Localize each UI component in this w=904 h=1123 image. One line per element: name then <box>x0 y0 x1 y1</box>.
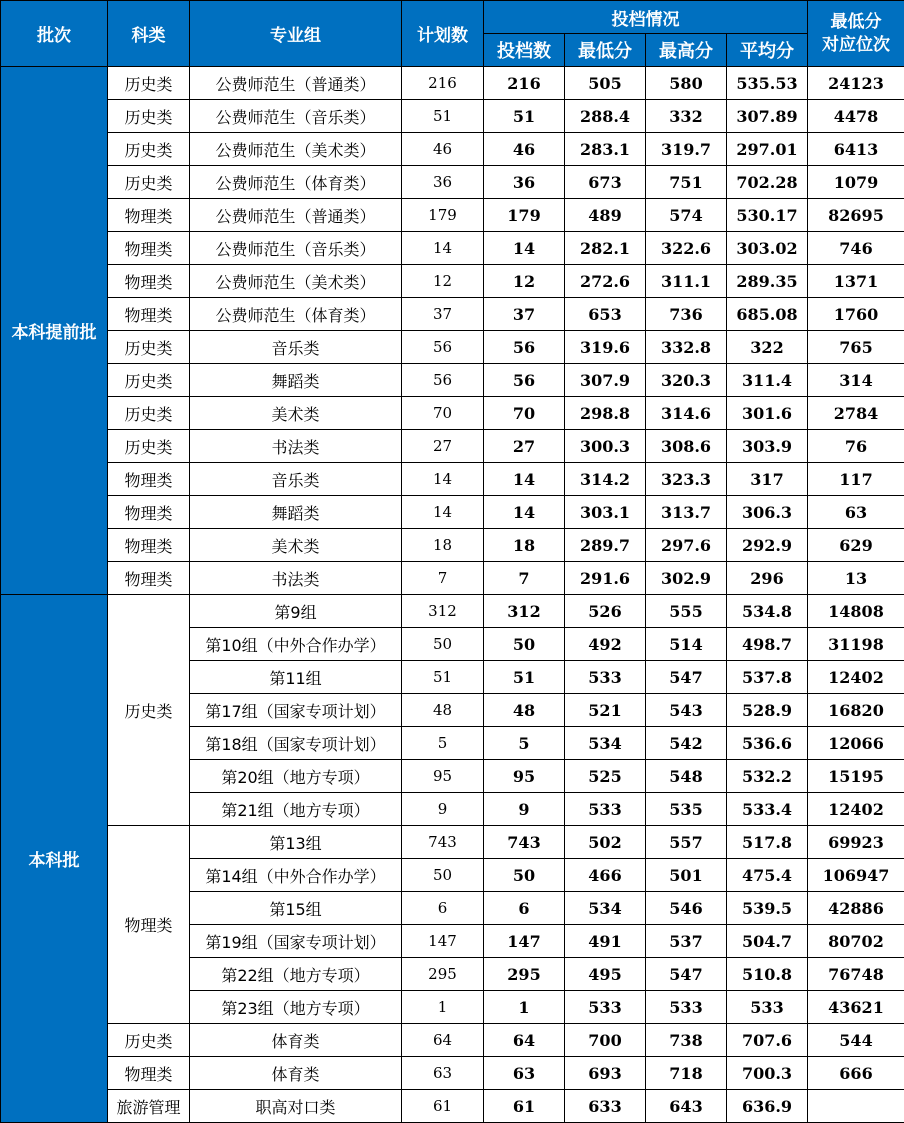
max-cell: 535 <box>646 793 727 826</box>
count-cell: 7 <box>484 562 565 595</box>
avg-cell: 303.02 <box>727 232 808 265</box>
avg-cell: 498.7 <box>727 628 808 661</box>
category-cell: 物理类 <box>108 199 190 232</box>
max-cell: 322.6 <box>646 232 727 265</box>
rank-cell: 76 <box>808 430 904 463</box>
min-cell: 291.6 <box>565 562 646 595</box>
rank-cell: 14808 <box>808 595 904 628</box>
avg-cell: 533 <box>727 991 808 1024</box>
count-cell: 37 <box>484 298 565 331</box>
avg-cell: 539.5 <box>727 892 808 925</box>
count-cell: 95 <box>484 760 565 793</box>
category-cell: 物理类 <box>108 562 190 595</box>
min-cell: 489 <box>565 199 646 232</box>
group-cell: 第13组 <box>190 826 402 859</box>
avg-cell: 537.8 <box>727 661 808 694</box>
group-cell: 第22组（地方专项） <box>190 958 402 991</box>
group-cell: 公费师范生（体育类） <box>190 166 402 199</box>
header-admission: 投档情况 <box>484 1 808 34</box>
table-row <box>1 67 904 100</box>
rank-cell <box>808 1090 904 1123</box>
max-cell: 501 <box>646 859 727 892</box>
plan-cell: 179 <box>402 199 484 232</box>
count-cell: 56 <box>484 364 565 397</box>
table-row <box>1 397 904 430</box>
category-cell: 历史类 <box>108 67 190 100</box>
count-cell: 312 <box>484 595 565 628</box>
min-cell: 633 <box>565 1090 646 1123</box>
count-cell: 51 <box>484 100 565 133</box>
plan-cell: 51 <box>402 100 484 133</box>
max-cell: 302.9 <box>646 562 727 595</box>
group-cell: 公费师范生（体育类） <box>190 298 402 331</box>
group-cell: 第17组（国家专项计划） <box>190 694 402 727</box>
rank-cell: 63 <box>808 496 904 529</box>
count-cell: 147 <box>484 925 565 958</box>
count-cell: 14 <box>484 496 565 529</box>
max-cell: 751 <box>646 166 727 199</box>
avg-cell: 322 <box>727 331 808 364</box>
min-cell: 307.9 <box>565 364 646 397</box>
min-cell: 653 <box>565 298 646 331</box>
avg-cell: 297.01 <box>727 133 808 166</box>
rank-cell: 2784 <box>808 397 904 430</box>
avg-cell: 292.9 <box>727 529 808 562</box>
table-row <box>1 298 904 331</box>
rank-cell: 13 <box>808 562 904 595</box>
table-row <box>1 1057 904 1090</box>
max-cell: 514 <box>646 628 727 661</box>
min-cell: 533 <box>565 793 646 826</box>
group-cell: 第19组（国家专项计划） <box>190 925 402 958</box>
plan-cell: 9 <box>402 793 484 826</box>
plan-cell: 743 <box>402 826 484 859</box>
min-cell: 289.7 <box>565 529 646 562</box>
category-cell: 历史类 <box>108 397 190 430</box>
max-cell: 533 <box>646 991 727 1024</box>
avg-cell: 685.08 <box>727 298 808 331</box>
table-row <box>1 1090 904 1123</box>
group-cell: 舞蹈类 <box>190 364 402 397</box>
group-cell: 美术类 <box>190 529 402 562</box>
count-cell: 46 <box>484 133 565 166</box>
category-cell: 物理类 <box>108 529 190 562</box>
plan-cell: 64 <box>402 1024 484 1057</box>
min-cell: 492 <box>565 628 646 661</box>
count-cell: 63 <box>484 1057 565 1090</box>
min-cell: 319.6 <box>565 331 646 364</box>
avg-cell: 289.35 <box>727 265 808 298</box>
avg-cell: 307.89 <box>727 100 808 133</box>
max-cell: 314.6 <box>646 397 727 430</box>
category-cell: 历史类 <box>108 595 190 826</box>
group-cell: 第23组（地方专项） <box>190 991 402 1024</box>
max-cell: 543 <box>646 694 727 727</box>
group-cell: 第20组（地方专项） <box>190 760 402 793</box>
rank-cell: 16820 <box>808 694 904 727</box>
rank-cell: 12402 <box>808 793 904 826</box>
category-cell: 历史类 <box>108 331 190 364</box>
plan-cell: 95 <box>402 760 484 793</box>
min-cell: 303.1 <box>565 496 646 529</box>
group-cell: 公费师范生（普通类） <box>190 67 402 100</box>
group-cell: 第15组 <box>190 892 402 925</box>
batch-cell: 本科批 <box>1 595 108 1123</box>
table-row <box>1 463 904 496</box>
count-cell: 295 <box>484 958 565 991</box>
count-cell: 50 <box>484 859 565 892</box>
category-cell: 物理类 <box>108 298 190 331</box>
rank-cell: 1371 <box>808 265 904 298</box>
group-cell: 第21组（地方专项） <box>190 793 402 826</box>
group-cell: 公费师范生（音乐类） <box>190 100 402 133</box>
plan-cell: 37 <box>402 298 484 331</box>
avg-cell: 536.6 <box>727 727 808 760</box>
rank-cell: 117 <box>808 463 904 496</box>
header-group: 专业组 <box>190 1 402 67</box>
max-cell: 547 <box>646 661 727 694</box>
rank-cell: 765 <box>808 331 904 364</box>
rank-cell: 544 <box>808 1024 904 1057</box>
rank-cell: 69923 <box>808 826 904 859</box>
max-cell: 738 <box>646 1024 727 1057</box>
group-cell: 公费师范生（音乐类） <box>190 232 402 265</box>
rank-cell: 629 <box>808 529 904 562</box>
category-cell: 物理类 <box>108 826 190 1024</box>
plan-cell: 14 <box>402 232 484 265</box>
category-cell: 旅游管理 <box>108 1090 190 1123</box>
min-cell: 673 <box>565 166 646 199</box>
table-row <box>1 100 904 133</box>
min-cell: 288.4 <box>565 100 646 133</box>
min-cell: 505 <box>565 67 646 100</box>
max-cell: 736 <box>646 298 727 331</box>
count-cell: 64 <box>484 1024 565 1057</box>
category-cell: 历史类 <box>108 1024 190 1057</box>
category-cell: 历史类 <box>108 100 190 133</box>
count-cell: 70 <box>484 397 565 430</box>
count-cell: 1 <box>484 991 565 1024</box>
min-cell: 525 <box>565 760 646 793</box>
min-cell: 533 <box>565 661 646 694</box>
group-cell: 体育类 <box>190 1057 402 1090</box>
table-body <box>1 67 904 1123</box>
max-cell: 537 <box>646 925 727 958</box>
table-row <box>1 331 904 364</box>
rank-cell: 24123 <box>808 67 904 100</box>
count-cell: 14 <box>484 232 565 265</box>
group-cell: 音乐类 <box>190 331 402 364</box>
header-count: 投档数 <box>484 34 565 67</box>
min-cell: 534 <box>565 727 646 760</box>
group-cell: 第14组（中外合作办学） <box>190 859 402 892</box>
header-rank-line1: 最低分 <box>830 11 882 32</box>
group-cell: 书法类 <box>190 562 402 595</box>
avg-cell: 306.3 <box>727 496 808 529</box>
plan-cell: 36 <box>402 166 484 199</box>
rank-cell: 82695 <box>808 199 904 232</box>
category-cell: 物理类 <box>108 1057 190 1090</box>
max-cell: 313.7 <box>646 496 727 529</box>
plan-cell: 48 <box>402 694 484 727</box>
max-cell: 542 <box>646 727 727 760</box>
count-cell: 743 <box>484 826 565 859</box>
category-cell: 物理类 <box>108 232 190 265</box>
count-cell: 6 <box>484 892 565 925</box>
category-cell: 物理类 <box>108 463 190 496</box>
table-row <box>1 265 904 298</box>
plan-cell: 51 <box>402 661 484 694</box>
rank-cell: 76748 <box>808 958 904 991</box>
rank-cell: 746 <box>808 232 904 265</box>
avg-cell: 702.28 <box>727 166 808 199</box>
count-cell: 36 <box>484 166 565 199</box>
min-cell: 700 <box>565 1024 646 1057</box>
avg-cell: 317 <box>727 463 808 496</box>
avg-cell: 311.4 <box>727 364 808 397</box>
table-row <box>1 430 904 463</box>
rank-cell: 1760 <box>808 298 904 331</box>
avg-cell: 532.2 <box>727 760 808 793</box>
count-cell: 51 <box>484 661 565 694</box>
header-avg: 平均分 <box>727 34 808 67</box>
header-plan: 计划数 <box>402 1 484 67</box>
count-cell: 9 <box>484 793 565 826</box>
table-row <box>1 364 904 397</box>
max-cell: 311.1 <box>646 265 727 298</box>
avg-cell: 303.9 <box>727 430 808 463</box>
header-batch: 批次 <box>1 1 108 67</box>
avg-cell: 534.8 <box>727 595 808 628</box>
min-cell: 491 <box>565 925 646 958</box>
plan-cell: 46 <box>402 133 484 166</box>
plan-cell: 7 <box>402 562 484 595</box>
max-cell: 580 <box>646 67 727 100</box>
avg-cell: 533.4 <box>727 793 808 826</box>
avg-cell: 530.17 <box>727 199 808 232</box>
min-cell: 272.6 <box>565 265 646 298</box>
category-cell: 历史类 <box>108 133 190 166</box>
group-cell: 公费师范生（美术类） <box>190 265 402 298</box>
header-rank <box>808 1 904 67</box>
plan-cell: 63 <box>402 1057 484 1090</box>
plan-cell: 312 <box>402 595 484 628</box>
max-cell: 555 <box>646 595 727 628</box>
max-cell: 548 <box>646 760 727 793</box>
max-cell: 308.6 <box>646 430 727 463</box>
category-cell: 物理类 <box>108 496 190 529</box>
group-cell: 第11组 <box>190 661 402 694</box>
group-cell: 美术类 <box>190 397 402 430</box>
table-row <box>1 826 904 859</box>
category-cell: 物理类 <box>108 265 190 298</box>
table-row <box>1 199 904 232</box>
table-row <box>1 595 904 628</box>
min-cell: 298.8 <box>565 397 646 430</box>
max-cell: 332 <box>646 100 727 133</box>
header-min: 最低分 <box>565 34 646 67</box>
avg-cell: 510.8 <box>727 958 808 991</box>
group-cell: 公费师范生（普通类） <box>190 199 402 232</box>
avg-cell: 301.6 <box>727 397 808 430</box>
rank-cell: 1079 <box>808 166 904 199</box>
avg-cell: 517.8 <box>727 826 808 859</box>
avg-cell: 528.9 <box>727 694 808 727</box>
batch-cell: 本科提前批 <box>1 67 108 595</box>
min-cell: 300.3 <box>565 430 646 463</box>
count-cell: 179 <box>484 199 565 232</box>
max-cell: 718 <box>646 1057 727 1090</box>
plan-cell: 14 <box>402 496 484 529</box>
plan-cell: 27 <box>402 430 484 463</box>
plan-cell: 147 <box>402 925 484 958</box>
rank-cell: 314 <box>808 364 904 397</box>
max-cell: 320.3 <box>646 364 727 397</box>
group-cell: 书法类 <box>190 430 402 463</box>
count-cell: 56 <box>484 331 565 364</box>
group-cell: 第18组（国家专项计划） <box>190 727 402 760</box>
count-cell: 50 <box>484 628 565 661</box>
header-rank-line2: 对应位次 <box>822 34 890 55</box>
group-cell: 音乐类 <box>190 463 402 496</box>
count-cell: 216 <box>484 67 565 100</box>
avg-cell: 475.4 <box>727 859 808 892</box>
header-category: 科类 <box>108 1 190 67</box>
avg-cell: 535.53 <box>727 67 808 100</box>
header-max: 最高分 <box>646 34 727 67</box>
category-cell: 历史类 <box>108 166 190 199</box>
plan-cell: 216 <box>402 67 484 100</box>
count-cell: 61 <box>484 1090 565 1123</box>
group-cell: 第9组 <box>190 595 402 628</box>
avg-cell: 636.9 <box>727 1090 808 1123</box>
rank-cell: 666 <box>808 1057 904 1090</box>
rank-cell: 6413 <box>808 133 904 166</box>
plan-cell: 56 <box>402 364 484 397</box>
min-cell: 534 <box>565 892 646 925</box>
category-cell: 历史类 <box>108 430 190 463</box>
group-cell: 第10组（中外合作办学） <box>190 628 402 661</box>
plan-cell: 56 <box>402 331 484 364</box>
table-row <box>1 133 904 166</box>
table-row <box>1 562 904 595</box>
count-cell: 18 <box>484 529 565 562</box>
min-cell: 466 <box>565 859 646 892</box>
table-row <box>1 1024 904 1057</box>
rank-cell: 80702 <box>808 925 904 958</box>
group-cell: 舞蹈类 <box>190 496 402 529</box>
table-row <box>1 232 904 265</box>
plan-cell: 295 <box>402 958 484 991</box>
min-cell: 526 <box>565 595 646 628</box>
rank-cell: 15195 <box>808 760 904 793</box>
min-cell: 693 <box>565 1057 646 1090</box>
plan-cell: 70 <box>402 397 484 430</box>
table-row <box>1 166 904 199</box>
max-cell: 319.7 <box>646 133 727 166</box>
max-cell: 557 <box>646 826 727 859</box>
plan-cell: 1 <box>402 991 484 1024</box>
rank-cell: 4478 <box>808 100 904 133</box>
avg-cell: 296 <box>727 562 808 595</box>
count-cell: 48 <box>484 694 565 727</box>
group-cell: 公费师范生（美术类） <box>190 133 402 166</box>
count-cell: 14 <box>484 463 565 496</box>
avg-cell: 707.6 <box>727 1024 808 1057</box>
plan-cell: 50 <box>402 628 484 661</box>
min-cell: 533 <box>565 991 646 1024</box>
rank-cell: 43621 <box>808 991 904 1024</box>
max-cell: 546 <box>646 892 727 925</box>
plan-cell: 18 <box>402 529 484 562</box>
table-row <box>1 496 904 529</box>
category-cell: 历史类 <box>108 364 190 397</box>
max-cell: 297.6 <box>646 529 727 562</box>
rank-cell: 106947 <box>808 859 904 892</box>
rank-cell: 31198 <box>808 628 904 661</box>
min-cell: 282.1 <box>565 232 646 265</box>
header-row-1 <box>1 1 904 34</box>
min-cell: 521 <box>565 694 646 727</box>
plan-cell: 50 <box>402 859 484 892</box>
rank-cell: 12402 <box>808 661 904 694</box>
group-cell: 职高对口类 <box>190 1090 402 1123</box>
plan-cell: 6 <box>402 892 484 925</box>
max-cell: 643 <box>646 1090 727 1123</box>
max-cell: 547 <box>646 958 727 991</box>
rank-cell: 42886 <box>808 892 904 925</box>
count-cell: 12 <box>484 265 565 298</box>
avg-cell: 700.3 <box>727 1057 808 1090</box>
rank-cell: 12066 <box>808 727 904 760</box>
plan-cell: 5 <box>402 727 484 760</box>
count-cell: 27 <box>484 430 565 463</box>
table-row <box>1 529 904 562</box>
min-cell: 283.1 <box>565 133 646 166</box>
plan-cell: 61 <box>402 1090 484 1123</box>
plan-cell: 14 <box>402 463 484 496</box>
count-cell: 5 <box>484 727 565 760</box>
min-cell: 314.2 <box>565 463 646 496</box>
max-cell: 332.8 <box>646 331 727 364</box>
min-cell: 502 <box>565 826 646 859</box>
plan-cell: 12 <box>402 265 484 298</box>
group-cell: 体育类 <box>190 1024 402 1057</box>
avg-cell: 504.7 <box>727 925 808 958</box>
max-cell: 323.3 <box>646 463 727 496</box>
max-cell: 574 <box>646 199 727 232</box>
min-cell: 495 <box>565 958 646 991</box>
